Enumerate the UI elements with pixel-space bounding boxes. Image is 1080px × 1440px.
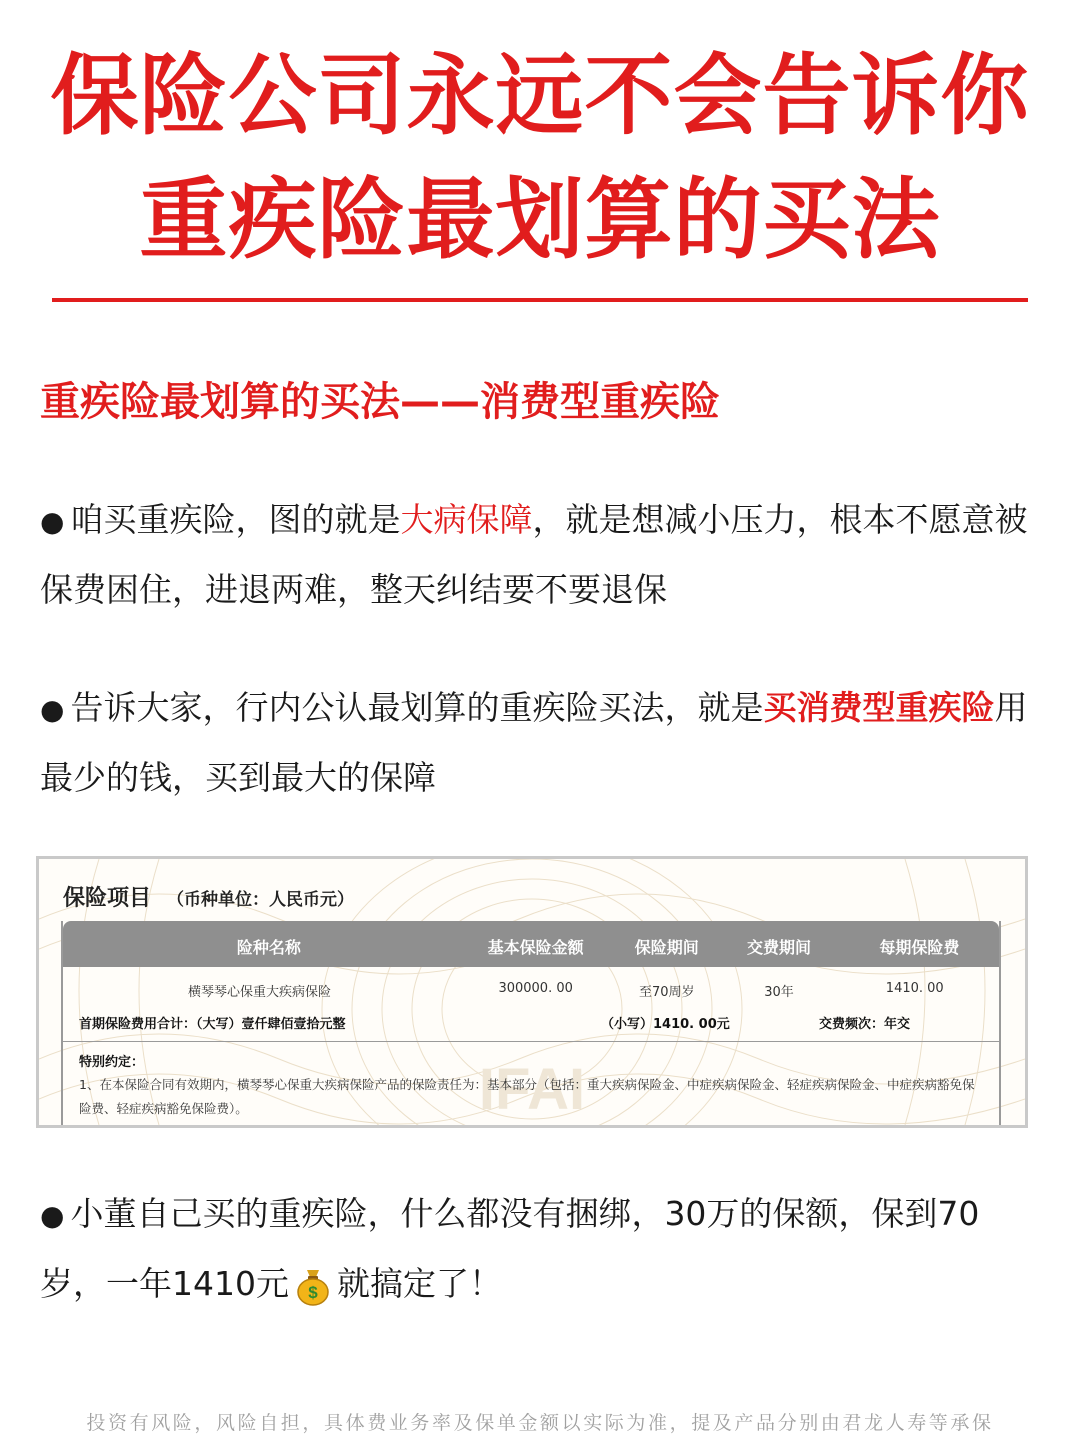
payment-frequency: 交费频次：年交 xyxy=(819,1017,911,1032)
policy-title-text: 保险项目 xyxy=(63,886,152,911)
premium-total-uppercase: 首期保险费用合计：（大写）壹仟肆佰壹拾元整 xyxy=(79,1017,346,1032)
table-bottom-border xyxy=(63,1125,999,1127)
page-title-line1: 保险公司永远不会告诉你 xyxy=(50,44,1030,147)
bullet-icon: ● xyxy=(40,505,65,538)
column-header: 保险期间 xyxy=(634,938,699,957)
special-terms-label: 特别约定： xyxy=(79,1055,145,1070)
title-divider xyxy=(52,298,1028,302)
table-cell: 300000. 00 xyxy=(498,981,573,996)
paragraph-1 xyxy=(40,486,1040,624)
risk-disclaimer: 投资有风险，风险自担，具体费业务率及保单金额以实际为准，提及产品分别由君龙人寿等承保 xyxy=(86,1412,994,1434)
policy-table xyxy=(61,921,1001,1127)
section-subtitle: 重疾险最划算的买法——消费型重疾险 xyxy=(40,379,720,425)
money-bag-icon xyxy=(295,1266,331,1306)
bullet-icon: ● xyxy=(40,693,65,726)
svg-text:$: $ xyxy=(308,1282,318,1302)
column-header: 每期保险费 xyxy=(879,938,960,957)
table-cell: 至70周岁 xyxy=(638,985,695,1000)
policy-currency-unit: （币种单位：人民币元） xyxy=(167,890,355,910)
table-cell: 30年 xyxy=(764,985,794,1000)
paragraph-1-text-b: ，就是想减小压力，根本不愿意被保费困住，进退两难，整天纠结要不要退保 xyxy=(40,500,1028,609)
paragraph-1-text-a: 咱买重疾险，图的就是 xyxy=(70,500,401,539)
table-header xyxy=(63,921,999,967)
table-divider xyxy=(63,1041,999,1042)
table-cell: 横琴琴心保重大疾病保险 xyxy=(188,985,332,1000)
table-cell: 1410. 00 xyxy=(885,981,944,996)
column-header: 基本保险金额 xyxy=(487,938,584,957)
special-terms-clause: 1、在本保险合同有效期内，横琴琴心保重大疾病保险产品的保险责任为：基本部分（包括：重大疾病保险金、中症疾病保险金、轻症疾病保险金、中症疾病豁免保险费、轻症疾病豁免保险费）。 xyxy=(79,1077,975,1116)
column-header: 险种名称 xyxy=(236,938,301,957)
paragraph-2-text-b: 用最少的钱，买到最大的保障 xyxy=(40,688,1028,797)
paragraph-3-text-b: 就搞定了！ xyxy=(336,1264,502,1303)
premium-total-lowercase: （小写）1410. 00元 xyxy=(601,1017,730,1032)
policy-title xyxy=(63,881,354,912)
column-header: 交费期间 xyxy=(747,938,812,957)
watermark-text: IFAI xyxy=(478,1057,586,1122)
paragraph-2-text-a: 告诉大家，行内公认最划算的重疾险买法，就是 xyxy=(70,688,764,727)
page-title-line2: 重疾险最划算的买法 xyxy=(139,168,941,271)
bullet-icon: ● xyxy=(40,1199,65,1232)
policy-card xyxy=(36,856,1028,1128)
paragraph-2-highlight: 买消费型重疾险 xyxy=(763,688,995,727)
paragraph-1-highlight: 大病保障 xyxy=(400,500,533,539)
paragraph-2 xyxy=(40,674,1040,812)
paragraph-3-text-a: 小董自己买的重疾险，什么都没有捆绑，30万的保额，保到70岁，一年1410元 xyxy=(40,1194,980,1303)
paragraph-3 xyxy=(40,1180,1040,1318)
